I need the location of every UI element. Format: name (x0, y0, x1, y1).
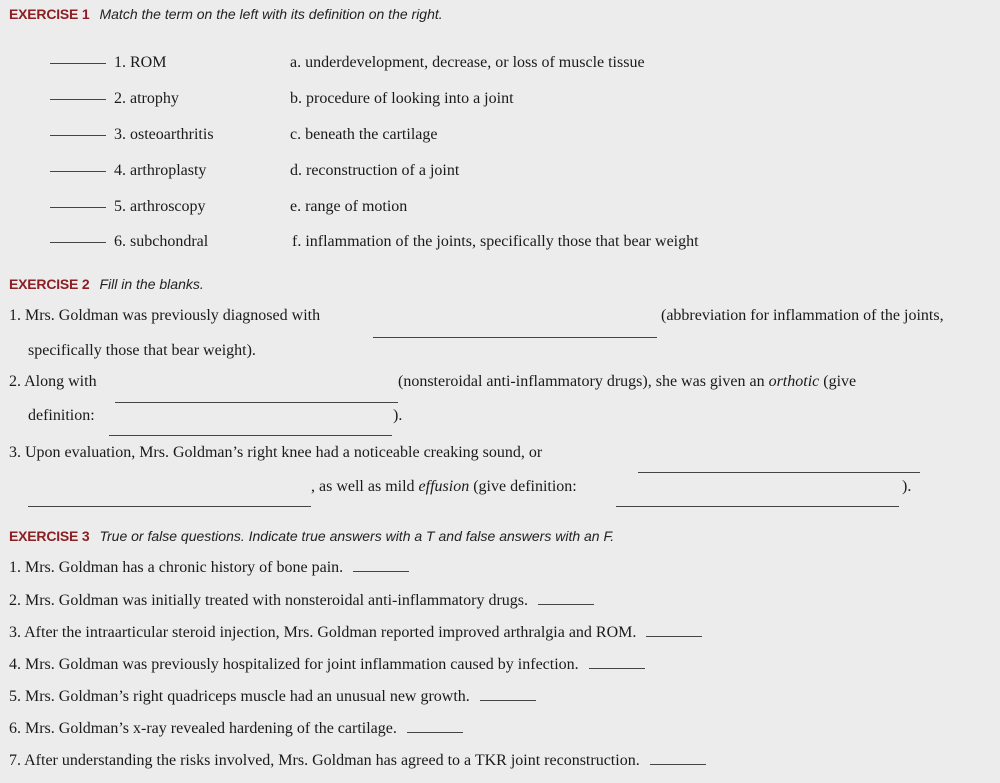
exercise-1-instruction: Match the term on the left with its definition on the right. (99, 6, 443, 22)
tf-question-text: 3. After the intraarticular steroid injection, Mrs. Goldman reported improved arthralgia and ROM. (9, 624, 637, 641)
q3-text-give-definition: (give definition: (473, 478, 577, 495)
q1-blank-abbreviation[interactable] (373, 337, 657, 338)
tf-answer-blank[interactable] (589, 667, 645, 669)
tf-answer-blank[interactable] (650, 763, 706, 765)
match-blank-5[interactable] (50, 207, 106, 208)
q2-text-nsaid: (nonsteroidal anti-inflammatory drugs), she was given an (398, 373, 765, 390)
q2-text-middle (398, 373, 856, 391)
q2-term-orthotic: orthotic (768, 373, 820, 390)
q2-text-start: 2. Along with (9, 373, 97, 390)
q3-blank-term-top[interactable] (638, 472, 920, 473)
q1-text-start: 1. Mrs. Goldman was previously diagnosed with (9, 307, 321, 324)
q3-text-close: ). (902, 478, 912, 495)
tf-answer-blank[interactable] (480, 699, 536, 701)
tf-answer-blank[interactable] (646, 635, 702, 637)
match-blank-4[interactable] (50, 171, 106, 172)
q2-text-definition-label: definition: (28, 407, 95, 424)
exercise-2-header (9, 276, 204, 292)
tf-question-6 (9, 720, 463, 738)
definition-c: c. beneath the cartilage (290, 126, 438, 143)
exercise-1-label: EXERCISE 1 (9, 6, 90, 22)
definition-f: f. inflammation of the joints, specifically those that bear weight (292, 233, 699, 250)
exercise-2-label: EXERCISE 2 (9, 276, 90, 292)
tf-question-text: 4. Mrs. Goldman was previously hospitalized for joint inflammation caused by infection. (9, 656, 579, 673)
exercise-3-label: EXERCISE 3 (9, 528, 90, 544)
match-blank-6[interactable] (50, 242, 106, 243)
match-blank-2[interactable] (50, 99, 106, 100)
exercise-3-header (9, 528, 614, 544)
term-4: 4. arthroplasty (114, 162, 207, 179)
definition-a: a. underdevelopment, decrease, or loss of muscle tissue (290, 54, 645, 71)
q1-text-hint: (abbreviation for inflammation of the joints, (661, 307, 944, 324)
tf-question-text: 2. Mrs. Goldman was initially treated with nonsteroidal anti-inflammatory drugs. (9, 592, 529, 609)
term-5: 5. arthroscopy (114, 198, 206, 215)
tf-question-2 (9, 592, 594, 610)
exercise-2-instruction: Fill in the blanks. (99, 276, 204, 292)
definition-e: e. range of motion (290, 198, 408, 215)
definition-d: d. reconstruction of a joint (290, 162, 460, 179)
q2-blank-definition[interactable] (109, 435, 392, 436)
q2-text-give: (give (823, 373, 857, 390)
exercise-3-instruction: True or false questions. Indicate true answers with a T and false answers with an F. (99, 528, 615, 544)
tf-answer-blank[interactable] (407, 731, 463, 733)
definition-b: b. procedure of looking into a joint (290, 90, 514, 107)
tf-question-7 (9, 752, 706, 770)
q3-text-mild: , as well as mild (311, 478, 415, 495)
term-1: 1. ROM (114, 54, 167, 71)
exercise-1-header (9, 6, 443, 22)
tf-question-text: 6. Mrs. Goldman’s x-ray revealed hardening of the cartilage. (9, 720, 397, 737)
tf-question-4 (9, 656, 645, 674)
q3-blank-term[interactable] (28, 506, 311, 507)
tf-answer-blank[interactable] (353, 570, 409, 572)
q3-text-middle (311, 478, 577, 496)
tf-question-1 (9, 559, 409, 577)
q2-blank-abbreviation[interactable] (115, 402, 398, 403)
tf-question-text: 5. Mrs. Goldman’s right quadriceps muscle had an unusual new growth. (9, 688, 470, 705)
term-6: 6. subchondral (114, 233, 209, 250)
term-2: 2. atrophy (114, 90, 179, 107)
match-blank-1[interactable] (50, 63, 106, 64)
q2-text-close: ). (393, 407, 403, 424)
q3-blank-definition[interactable] (616, 506, 899, 507)
match-blank-3[interactable] (50, 135, 106, 136)
term-3: 3. osteoarthritis (114, 126, 214, 143)
tf-answer-blank[interactable] (538, 603, 594, 605)
q3-term-effusion: effusion (418, 478, 470, 495)
tf-question-text: 7. After understanding the risks involved, Mrs. Goldman has agreed to a TKR joint reconstruction. (9, 752, 640, 769)
tf-question-text: 1. Mrs. Goldman has a chronic history of bone pain. (9, 559, 344, 576)
tf-question-5 (9, 688, 536, 706)
q1-text-end: specifically those that bear weight). (28, 342, 256, 359)
tf-question-3 (9, 624, 702, 642)
q3-text-start: 3. Upon evaluation, Mrs. Goldman’s right knee had a noticeable creaking sound, or (9, 444, 543, 461)
